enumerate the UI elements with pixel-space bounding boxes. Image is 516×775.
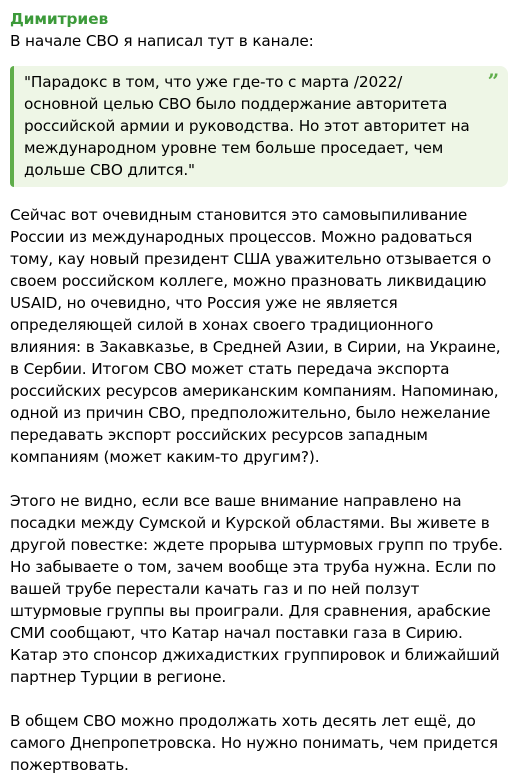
paragraph-2: Этого не видно, если все ваше внимание направлено на посадки между Сумской и Курской областями. Вы живете в другой повестке: ждете прорыва штурмовых групп по трубе. Но забываете о том, зачем вообще эта труба нужна. Если по вашей трубе перестали качать газ и по ней ползут штурмовые группы вы проиграли. Для сравнения, арабские СМИ сообщают, что Катар начал поставки газа в Сирию. Катар это спонсор джихадистких группировок и ближайший партнер Турции в регионе. <box>10 492 503 686</box>
quote-icon: ” <box>487 69 499 93</box>
paragraph-3: В общем СВО можно продолжать хоть десять лет ещё, до самого Днепропетровска. Но нужно понимать, чем придется пожертвовать. <box>10 712 498 774</box>
author-name[interactable]: Димитриев <box>10 10 109 28</box>
quote-text: "Парадокс в том, что уже где-то с марта /2022/ основной целью СВО было поддержание авторитета российской армии и руководства. Но этот авторитет на международном уровне тем больше проседает, чем дольше СВО длится." <box>24 73 470 179</box>
intro-text: В начале СВО я написал тут в канале: <box>10 32 314 50</box>
blockquote <box>10 66 508 187</box>
paragraph-1: Сейчас вот очевидным становится это самовыпиливание России из международных процессов. Можно радоваться тому, кау новый президент США уважительно отзывается о своем российском коллеге, можно празновать ликвидацию USAID, но очевидно, что Россия уже не является определяющей силой в хонах своего традиционного влияния: в Закавказье, в Средней Азии, в Сирии, на Украине, в Сербии. Итогом СВО может стать передача экспорта российских ресурсов американским компаниям. Напоминаю, одной из причин СВО, предположительно, было нежелание передавать экспорт российских ресурсов западным компаниям (может каким-то другим?). <box>10 206 501 466</box>
